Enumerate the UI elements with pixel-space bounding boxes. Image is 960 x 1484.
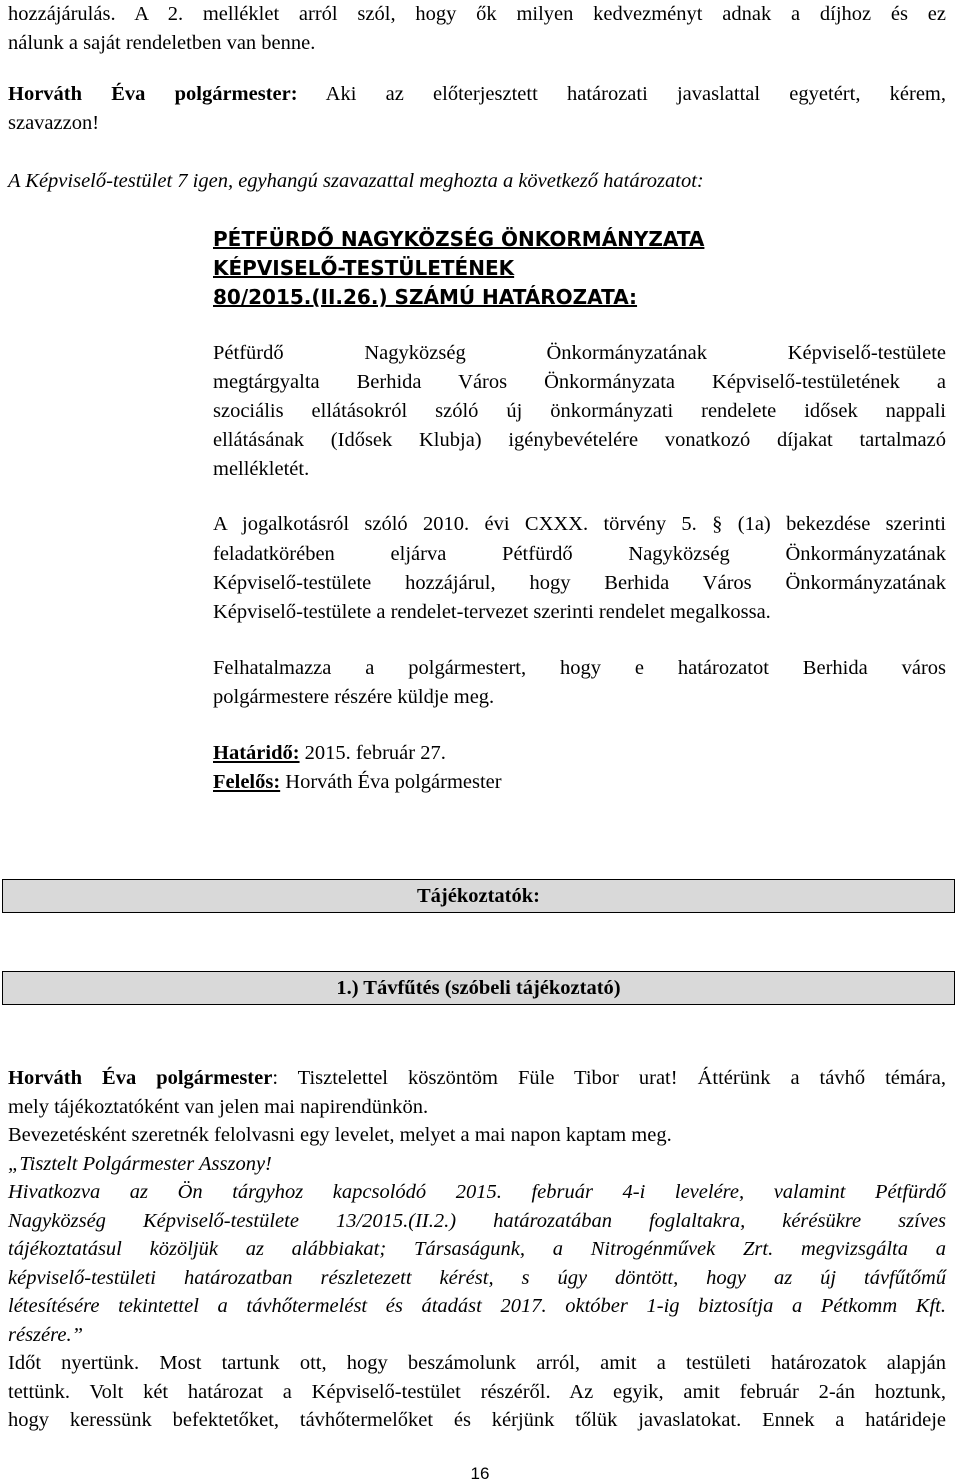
responsible-value: Horváth Éva polgármester bbox=[285, 771, 502, 793]
letter-line: létesítésére tekintettel a távhőtermelést és átadást 2017. október 1-ig biztosítja a Pétkomm Kft. bbox=[8, 1295, 946, 1317]
resolution-para1-line: Pétfürdő Nagyközség Önkormányzatának Képviselő-testülete bbox=[213, 342, 946, 364]
resolution-para2-line: feladatkörében eljárva Pétfürdő Nagyközség Önkormányzatának bbox=[213, 543, 946, 565]
item-title-box: 1.) Távfűtés (szóbeli tájékoztató) bbox=[2, 971, 955, 1005]
intro-line-1: hozzájárulás. A 2. melléklet arról szól, hogy ők milyen kedvezményt adnak a díjhoz és ez bbox=[8, 3, 946, 25]
letter-line: „Tisztelt Polgármester Asszony! bbox=[8, 1153, 272, 1175]
speaker-2-line-2: mely tájékoztatóként van jelen mai napirendünkön. bbox=[8, 1096, 429, 1118]
letter-line: részére.” bbox=[8, 1324, 83, 1346]
speaker-1-text: Aki az előterjesztett határozati javaslattal egyetért, kérem, bbox=[325, 83, 946, 105]
resolution-para1-line: szociális ellátásokról szóló új önkormányzati rendelete idősek nappali bbox=[213, 400, 946, 422]
deadline-line bbox=[213, 743, 946, 764]
resolution-para2-line: Képviselő-testülete hozzájárul, hogy Berhida Város Önkormányzatának bbox=[213, 572, 946, 594]
resolution-para2-line: A jogalkotásról szóló 2010. évi CXXX. törvény 5. § (1a) bekezdése szerinti bbox=[213, 513, 946, 535]
letter-line: képviselő-testületi határozatban részletezett kérést, s úgy döntött, hogy az új távfűtőmű bbox=[8, 1267, 946, 1289]
closing-line: Időt nyertünk. Most tartunk ott, hogy beszámolunk arról, amit a testületi határozatok alapján bbox=[8, 1352, 946, 1374]
resolution-para2-line: Képviselő-testülete a rendelet-tervezet szerinti rendelet megalkossa. bbox=[213, 601, 771, 623]
resolution-heading-2: KÉPVISELŐ-TESTÜLETÉNEK bbox=[213, 256, 515, 280]
resolution-para3-line: Felhatalmazza a polgármestert, hogy e határozatot Berhida város bbox=[213, 657, 946, 679]
responsible-line bbox=[213, 772, 946, 793]
vote-statement: A Képviselő-testület 7 igen, egyhangú szavazattal meghozta a következő határozatot: bbox=[8, 170, 704, 192]
speaker-2-line-3: Bevezetésként szeretnék felolvasni egy levelet, melyet a mai napon kaptam meg. bbox=[8, 1124, 672, 1146]
page-number: 16 bbox=[470, 1464, 490, 1483]
closing-line: tettünk. Volt két határozat a Képviselő-testület részéről. Az egyik, amit február 2-án hoztunk, bbox=[8, 1381, 946, 1403]
deadline-label: Határidő: bbox=[213, 742, 300, 764]
intro-line-2: nálunk a saját rendeletben van benne. bbox=[8, 32, 316, 54]
speaker-2-text: : Tisztelettel köszöntöm Füle Tibor urat! Áttérünk a távhő témára, bbox=[272, 1067, 946, 1089]
letter-line: tájékoztatásul közöljük az alábbiakat; Társaságunk, a Nitrogénművek Zrt. megvizsgálta a bbox=[8, 1238, 946, 1260]
resolution-para1-line: mellékletét. bbox=[213, 458, 310, 480]
resolution-para1-line: megtárgyalta Berhida Város Önkormányzata Képviselő-testületének a bbox=[213, 371, 946, 393]
resolution-heading-1: PÉTFÜRDŐ NAGYKÖZSÉG ÖNKORMÁNYZATA bbox=[213, 227, 705, 251]
letter-line: Hivatkozva az Ön tárgyhoz kapcsolódó 2015. február 4-i levelére, valamint Pétfürdő bbox=[8, 1181, 946, 1203]
resolution-heading-3: 80/2015.(II.26.) SZÁMÚ HATÁROZATA: bbox=[213, 285, 638, 309]
resolution-para1-line: ellátásának (Idősek Klubja) igénybevételére vonatkozó díjakat tartalmazó bbox=[213, 429, 946, 451]
section-title-box: Tájékoztatók: bbox=[2, 879, 955, 913]
resolution-para3-line: polgármestere részére küldje meg. bbox=[213, 686, 495, 708]
speaker-2-name: Horváth Éva polgármester bbox=[8, 1067, 273, 1089]
responsible-label: Felelős: bbox=[213, 771, 281, 793]
letter-line: Nagyközség Képviselő-testülete 13/2015.(II.2.) határozatában foglaltakra, kérésükre szíves bbox=[8, 1210, 946, 1232]
deadline-value: 2015. február 27. bbox=[304, 742, 446, 764]
speaker-1-line-2: szavazzon! bbox=[8, 112, 100, 134]
speaker-1-name: Horváth Éva polgármester: bbox=[8, 83, 298, 105]
closing-line: hogy keressünk befektetőket, távhőtermelőket és kérjünk tőlük javaslatokat. Ennek a határideje bbox=[8, 1409, 946, 1431]
speaker-1-line-1 bbox=[8, 84, 946, 105]
speaker-2-line-1 bbox=[8, 1068, 946, 1089]
